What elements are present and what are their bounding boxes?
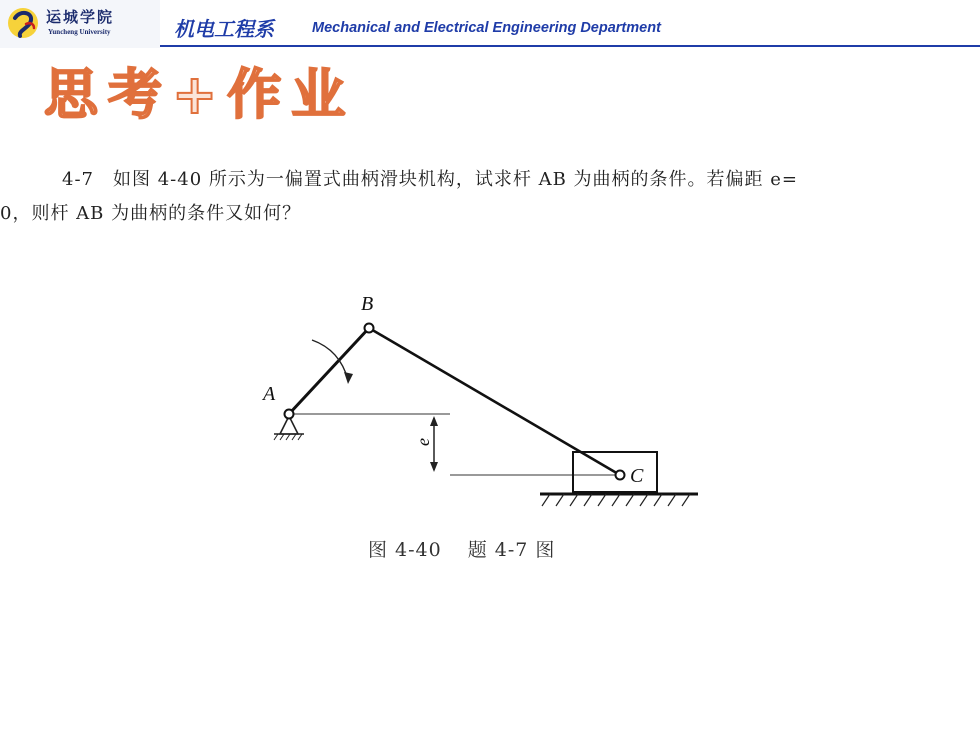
slider-ground-hatch (542, 494, 690, 506)
header-divider (160, 45, 980, 47)
problem-line-1: 4-7 如图 4-40 所示为一偏置式曲柄滑块机构，试求杆 AB 为曲柄的条件。若偏距 e= (62, 169, 798, 190)
crank-ab (289, 328, 369, 414)
figure-caption (368, 535, 555, 562)
slider-crank-diagram (260, 292, 720, 522)
university-emblem-icon (6, 6, 40, 40)
figure-title: 题 4-7 图 (467, 539, 556, 561)
joint-b (365, 324, 374, 333)
offset-arrow-up (430, 416, 438, 426)
section-title: 思考+作业 (44, 62, 356, 126)
university-name-cn: 运城学院 (46, 8, 115, 26)
label-b: B (361, 293, 374, 315)
label-a: A (263, 383, 276, 405)
rotation-arrow-icon (312, 340, 348, 380)
problem-line-2: 0，则杆 AB 为曲柄的条件又如何？ (0, 203, 302, 224)
page-header (0, 0, 980, 48)
department-name-cn: 机电工程系 (174, 17, 274, 41)
department-name-en: Mechanical and Electrical Engineering Department (312, 20, 661, 36)
offset-arrow-down (430, 462, 438, 472)
joint-a (285, 410, 294, 419)
university-logo (0, 0, 160, 48)
pivot-a-hatch (274, 434, 302, 440)
problem-statement (0, 163, 975, 231)
university-name-en: Yuncheng University (48, 28, 111, 36)
joint-c (616, 471, 625, 480)
figure-number: 图 4-40 (368, 539, 442, 561)
label-e: e (413, 438, 433, 446)
label-c: C (630, 465, 644, 487)
